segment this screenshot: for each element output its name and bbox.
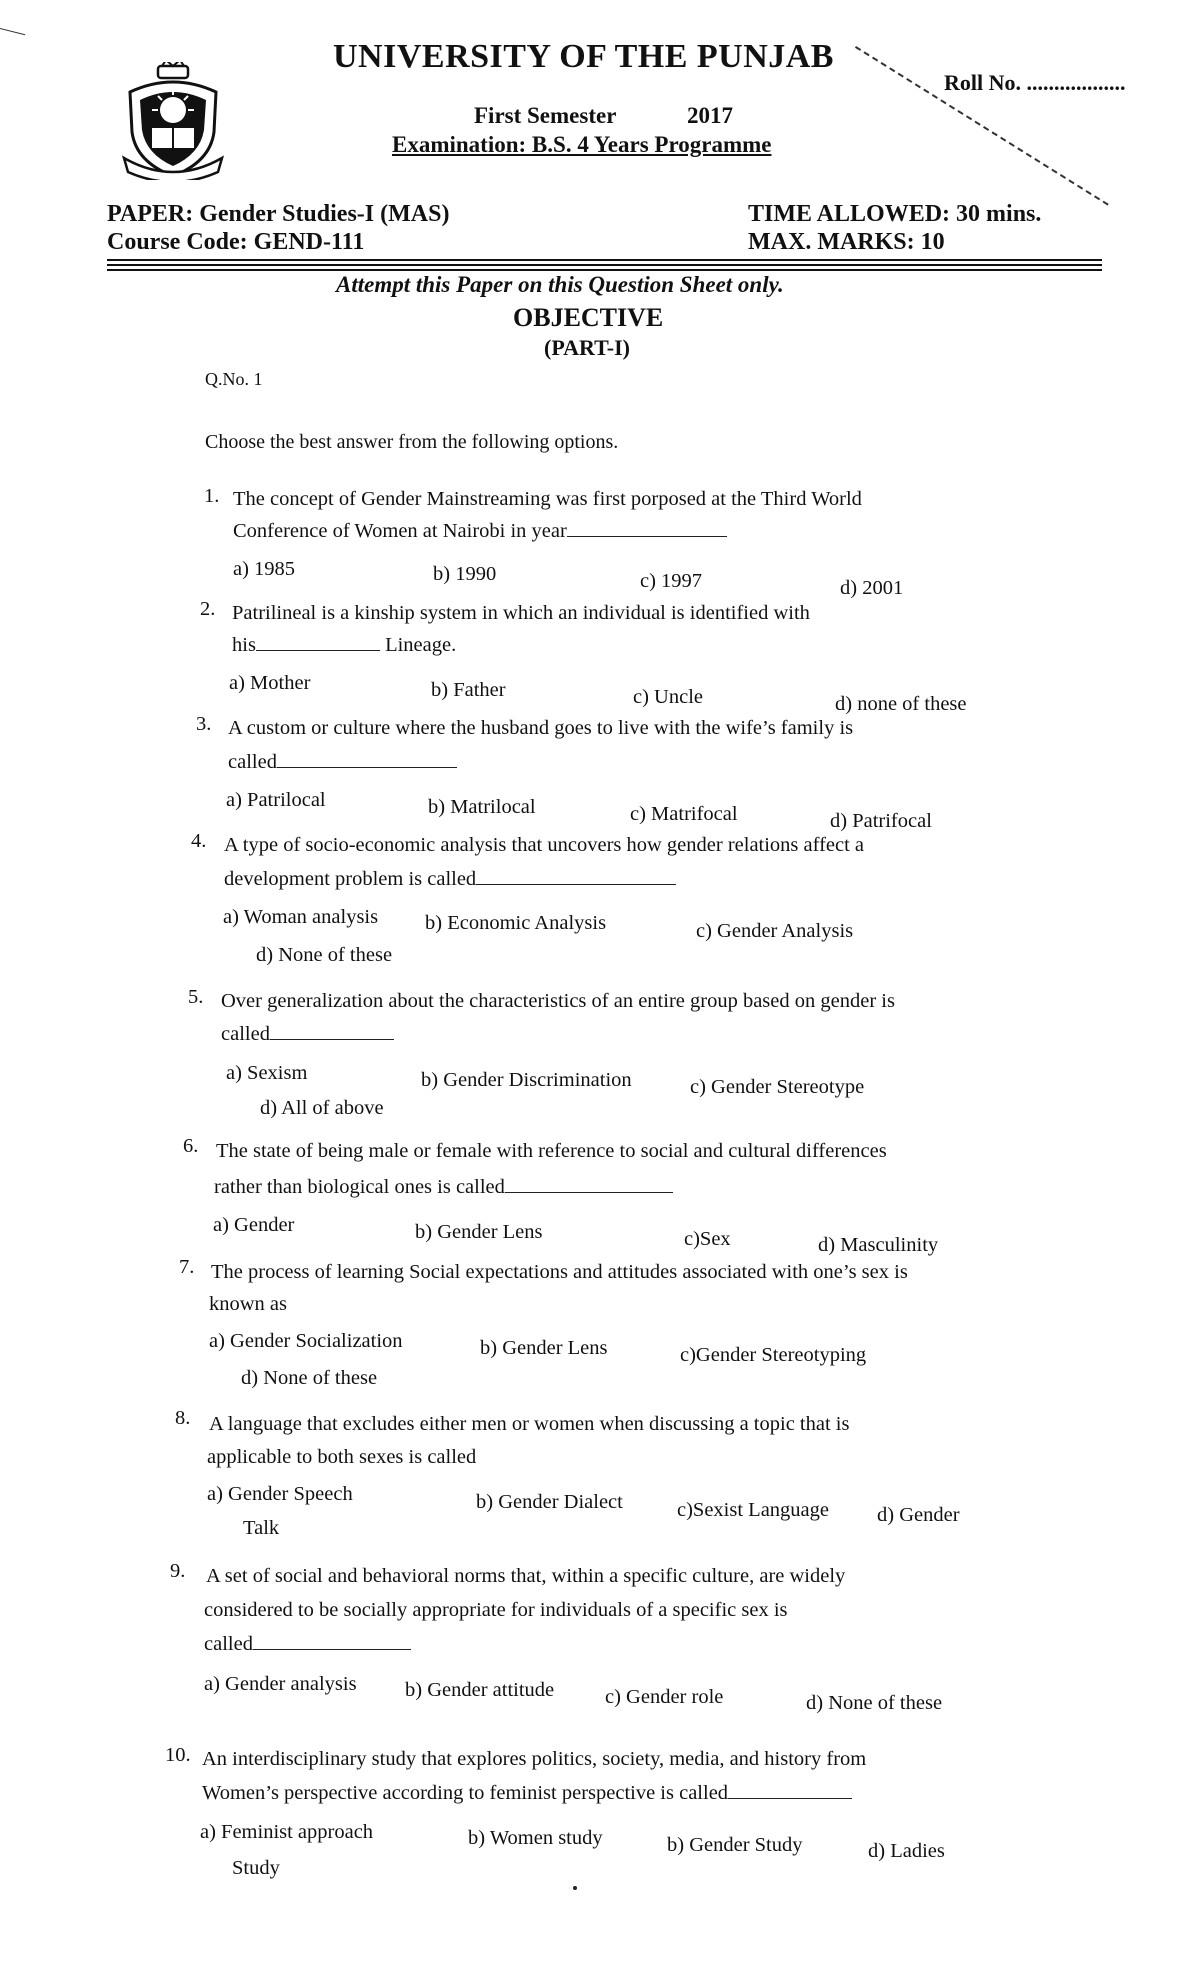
max-marks: MAX. MARKS: 10 xyxy=(748,229,945,255)
option-a: a) Gender analysis xyxy=(204,1673,357,1695)
question-text xyxy=(214,1172,673,1202)
question-text: Women’s perspective according to feminist perspective is called xyxy=(202,1782,729,1804)
option-d: d) 2001 xyxy=(840,577,904,599)
university-title: UNIVERSITY OF THE PUNJAB xyxy=(333,38,834,75)
university-crest-icon xyxy=(118,62,228,185)
question-text: A language that excludes either men or women when discussing a topic that is xyxy=(209,1413,850,1435)
answer-blank xyxy=(476,866,676,885)
option-d: d) None of these xyxy=(806,1692,943,1714)
option-b: b) Gender Dialect xyxy=(476,1491,623,1513)
question-text: rather than biological ones is called xyxy=(214,1176,505,1198)
question-text: A set of social and behavioral norms that, within a specific culture, are widely xyxy=(206,1565,846,1587)
question-number: 8. xyxy=(175,1407,191,1429)
question-number: 2. xyxy=(200,598,216,620)
choose-instruction: Choose the best answer from the following options. xyxy=(205,431,619,453)
course-code: Course Code: GEND-111 xyxy=(107,229,365,255)
option-c: c) Gender Stereotype xyxy=(690,1076,865,1098)
option-b: b) Matrilocal xyxy=(428,796,536,818)
question-text: An interdisciplinary study that explores politics, society, media, and history from xyxy=(202,1748,867,1770)
question-text: his xyxy=(232,634,256,656)
question-text xyxy=(221,1019,394,1049)
question-text: applicable to both sexes is called xyxy=(207,1446,477,1468)
examination-label: Examination: B.S. 4 Years Programme xyxy=(392,132,772,157)
question-text: A custom or culture where the husband goes to live with the wife’s family is xyxy=(228,717,854,739)
question-text: The process of learning Social expectations and attitudes associated with one’s sex is xyxy=(211,1261,908,1283)
question-number: 4. xyxy=(191,830,207,852)
question-text xyxy=(224,864,676,894)
roll-no-field: Roll No. .................. xyxy=(944,70,1126,95)
question-text: Patrilineal is a kinship system in which an individual is identified with xyxy=(232,602,810,624)
question-number: 6. xyxy=(183,1135,199,1157)
question-text: Over generalization about the characteristics of an entire group based on gender is xyxy=(221,990,895,1012)
option-d: d) Gender xyxy=(877,1504,960,1526)
question-text: Lineage. xyxy=(385,634,457,656)
option-d: d) All of above xyxy=(260,1097,384,1119)
option-a: a) Gender Socialization xyxy=(209,1330,403,1352)
header-divider xyxy=(107,264,1102,266)
question-text: development problem is called xyxy=(224,868,477,890)
option-c: c) Gender role xyxy=(605,1686,724,1708)
option-c: c) Uncle xyxy=(633,686,703,708)
option-d: d) None of these xyxy=(241,1367,378,1389)
question-text: considered to be socially appropriate for individuals of a specific sex is xyxy=(204,1599,788,1621)
option-b: b) 1990 xyxy=(433,563,497,585)
option-b: b) Gender Lens xyxy=(415,1221,543,1243)
option-d: d) Ladies xyxy=(868,1840,945,1862)
option-b: b) Gender Discrimination xyxy=(421,1069,632,1091)
option-d: d) none of these xyxy=(835,693,967,715)
option-a: a) 1985 xyxy=(233,558,296,580)
answer-blank xyxy=(270,1021,394,1040)
corner-mark xyxy=(0,28,25,35)
answer-blank xyxy=(567,518,727,537)
option-a-continued: Study xyxy=(232,1857,280,1879)
option-a: a) Patrilocal xyxy=(226,789,326,811)
option-d: d) None of these xyxy=(256,944,393,966)
header-divider xyxy=(107,259,1102,261)
question-text: The state of being male or female with reference to social and cultural differences xyxy=(216,1140,887,1162)
question-text: known as xyxy=(209,1293,288,1315)
question-number: 5. xyxy=(188,986,204,1008)
semester-label: First Semester xyxy=(474,103,617,128)
option-d: d) Masculinity xyxy=(818,1234,939,1256)
question-text: called xyxy=(204,1633,253,1655)
answer-blank xyxy=(277,749,457,768)
option-d: d) Patrifocal xyxy=(830,810,932,832)
year-label: 2017 xyxy=(687,103,733,128)
option-a: a) Mother xyxy=(229,672,311,694)
option-c: c)Gender Stereotyping xyxy=(680,1344,867,1366)
option-b: b) Women study xyxy=(468,1827,603,1849)
question-number: 9. xyxy=(170,1560,186,1582)
option-a: a) Sexism xyxy=(226,1062,308,1084)
option-a-continued: Talk xyxy=(243,1517,280,1539)
answer-blank xyxy=(256,632,380,651)
objective-heading: OBJECTIVE xyxy=(513,303,664,332)
question-text: called xyxy=(228,751,277,773)
option-c: c) 1997 xyxy=(640,570,703,592)
header-divider xyxy=(107,269,1102,271)
question-text: called xyxy=(221,1023,270,1045)
option-b: b) Gender attitude xyxy=(405,1679,555,1701)
answer-blank xyxy=(505,1174,673,1193)
option-a: a) Feminist approach xyxy=(200,1821,374,1843)
option-a: a) Gender Speech xyxy=(207,1483,353,1505)
option-c: c) Gender Analysis xyxy=(696,920,854,942)
question-number: 7. xyxy=(179,1256,195,1278)
scan-speck xyxy=(573,1886,577,1890)
question-text xyxy=(232,630,456,660)
option-b: b) Economic Analysis xyxy=(425,912,607,934)
question-text xyxy=(204,1629,411,1659)
answer-blank xyxy=(728,1780,852,1799)
question-text xyxy=(202,1778,852,1808)
option-c: b) Gender Study xyxy=(667,1834,803,1856)
question-text xyxy=(228,747,457,777)
option-c: c) Matrifocal xyxy=(630,803,738,825)
option-b: b) Gender Lens xyxy=(480,1337,608,1359)
paper-name: PAPER: Gender Studies-I (MAS) xyxy=(107,201,450,227)
part-heading: (PART-I) xyxy=(544,335,631,360)
option-c: c)Sexist Language xyxy=(677,1499,829,1521)
option-a: a) Gender xyxy=(213,1214,295,1236)
question-number: 3. xyxy=(196,713,212,735)
option-a: a) Woman analysis xyxy=(223,906,379,928)
question-number: Q.No. 1 xyxy=(205,369,263,389)
question-text: A type of socio-economic analysis that uncovers how gender relations affect a xyxy=(224,834,865,856)
question-number: 1. xyxy=(204,485,220,507)
attempt-instruction: Attempt this Paper on this Question Sheet only. xyxy=(336,272,784,297)
question-number: 10. xyxy=(165,1744,191,1766)
time-allowed: TIME ALLOWED: 30 mins. xyxy=(748,201,1042,227)
question-text: Conference of Women at Nairobi in year xyxy=(233,520,567,542)
question-text: The concept of Gender Mainstreaming was first porposed at the Third World xyxy=(233,488,862,510)
question-text xyxy=(233,516,727,546)
option-c: c)Sex xyxy=(684,1228,731,1250)
answer-blank xyxy=(253,1631,411,1650)
option-b: b) Father xyxy=(431,679,506,701)
